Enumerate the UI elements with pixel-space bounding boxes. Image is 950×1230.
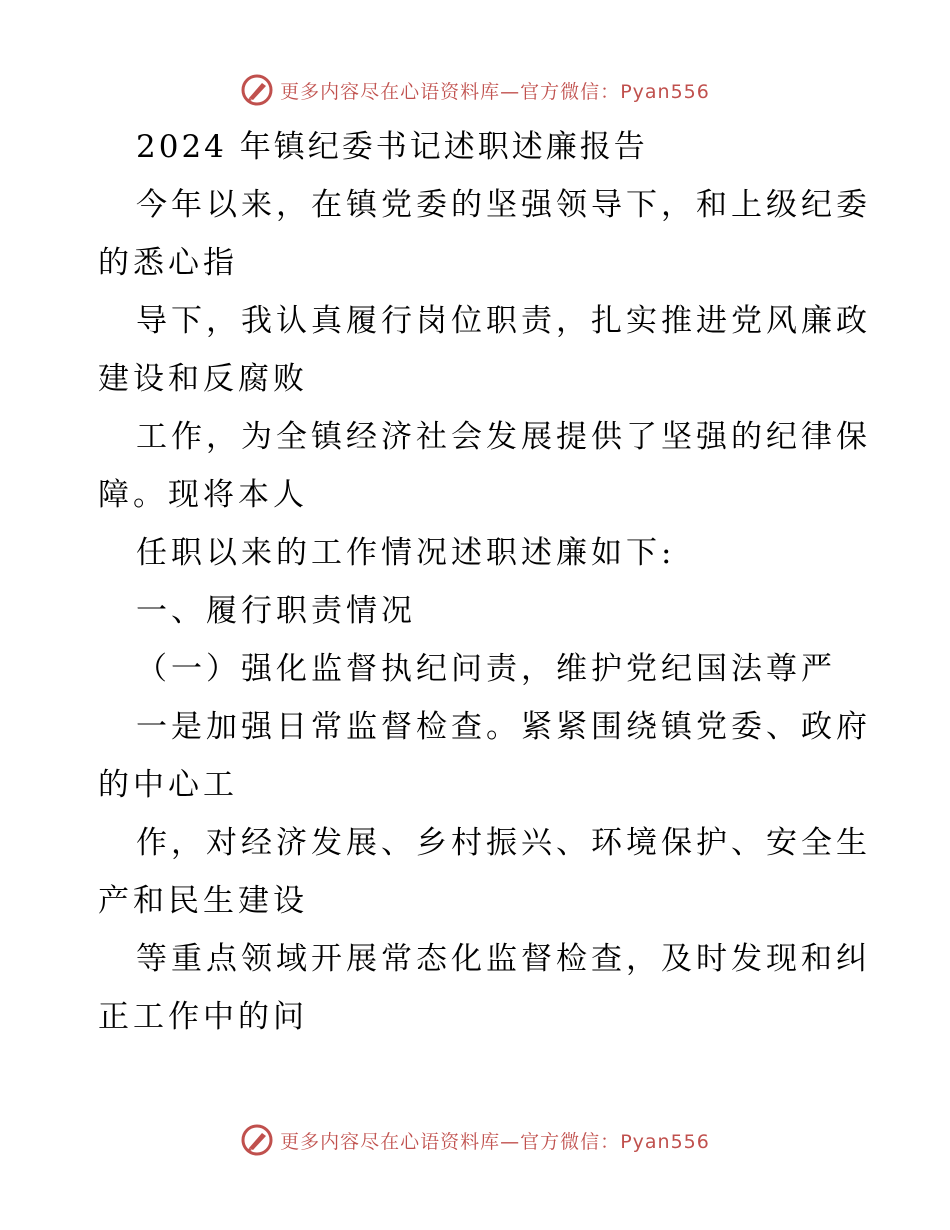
text-line: 建设和反腐败 (98, 361, 308, 397)
pen-logo-icon (240, 1123, 274, 1157)
document-body (98, 118, 871, 1046)
footer-watermark (0, 1120, 950, 1160)
text-line: 正工作中的问 (98, 999, 308, 1035)
watermark-wechat-id: Pyan556 (620, 80, 710, 103)
document-title: 2024 年镇纪委书记述职述廉报告 (136, 129, 648, 165)
text-line: 一、履行职责情况 (136, 593, 416, 629)
text-line: 的中心工 (98, 767, 238, 803)
watermark-text: 更多内容尽在心语资料库 (280, 80, 501, 103)
header-watermark (0, 70, 950, 110)
text-line: 一是加强日常监督检查。紧紧围绕镇党委、政府 (136, 709, 871, 745)
watermark-wechat-id: Pyan556 (620, 1130, 710, 1153)
text-line: 任职以来的工作情况述职述廉如下: (136, 535, 676, 571)
watermark-dash: — (500, 80, 521, 103)
text-line: 今年以来，在镇党委的坚强领导下，和上级纪委 (136, 187, 871, 223)
text-line: 障。现将本人 (98, 477, 308, 513)
watermark-wechat-label: 官方微信： (520, 1130, 621, 1153)
watermark-text: 更多内容尽在心语资料库 (280, 1130, 501, 1153)
text-line: 导下，我认真履行岗位职责，扎实推进党风廉政 (136, 303, 871, 339)
watermark-wechat-label: 官方微信： (520, 80, 621, 103)
text-line: 等重点领域开展常态化监督检查，及时发现和纠 (136, 941, 871, 977)
text-line: 的悉心指 (98, 245, 238, 281)
text-line: 作，对经济发展、乡村振兴、环境保护、安全生 (136, 825, 871, 861)
pen-logo-icon (240, 73, 274, 107)
text-line: 产和民生建设 (98, 883, 308, 919)
watermark-dash: — (500, 1130, 521, 1153)
text-line: 工作，为全镇经济社会发展提供了坚强的纪律保 (136, 419, 871, 455)
text-line: （一）强化监督执纪问责，维护党纪国法尊严 (136, 651, 836, 687)
